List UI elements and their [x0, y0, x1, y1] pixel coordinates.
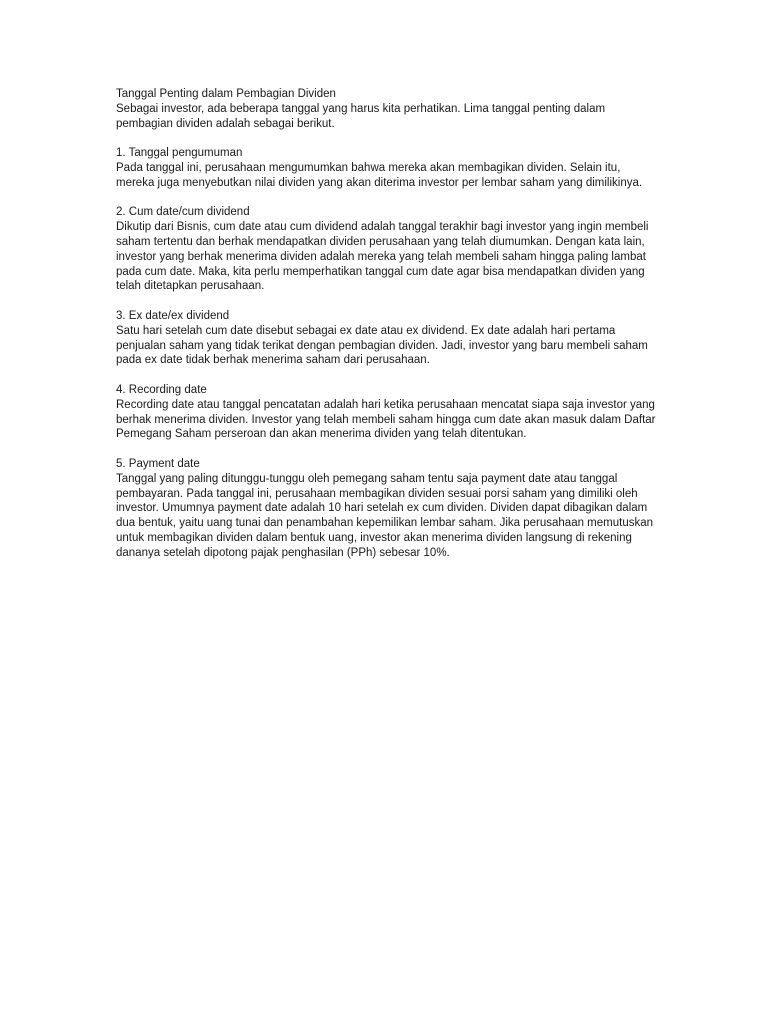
- paragraph-gap: [116, 442, 656, 457]
- paragraph-gap: [116, 131, 656, 146]
- section-body-cum-date: Dikutip dari Bisnis, cum date atau cum dividend adalah tanggal terakhir bagi investor yang ingin membeli saham tertentu dan berhak mendapatkan dividen perusahaan yang telah diumumkan. Dengan kata lain, investor yang berhak menerima dividen adalah mereka yang telah membeli saham hingga paling lambat pada cum date. Maka, kita perlu memperhatikan tanggal cum date agar bisa mendapatkan dividen yang telah ditetapkan perusahaan.: [116, 221, 649, 293]
- section-body-payment-date: Tanggal yang paling ditunggu-tunggu oleh pemegang saham tentu saja payment date atau tanggal pembayaran. Pada tanggal ini, perusahaan membagikan dividen sesuai porsi saham yang dimiliki oleh investor. Umumnya payment date adalah 10 hari setelah ex cum dividen. Dividen dapat dibagikan dalam dua bentuk, yaitu uang tunai dan penambahan kepemilikan lembar saham. Jika perusahaan memutuskan untuk membagikan dividen dalam bentuk uang, investor akan menerima dividen langsung di rekening dananya setelah dipotong pajak penghasilan (PPh) sebesar 10%.: [116, 472, 654, 559]
- document-title: Tanggal Penting dalam Pembagian Dividen: [116, 88, 336, 100]
- paragraph-gap: [116, 368, 656, 383]
- section-heading-cum-date: 2. Cum date/cum dividend: [116, 206, 250, 219]
- section-heading-ex-date: 3. Ex date/ex dividend: [116, 309, 230, 322]
- paragraph-gap: [116, 294, 656, 309]
- section-heading-recording-date: 4. Recording date: [116, 383, 207, 396]
- section-body-pengumuman: Pada tanggal ini, perusahaan mengumumkan bahwa mereka akan membagikan dividen. Selain itu, mereka juga menyebutkan nilai dividen yang akan diterima investor per lembar saham yang dimilikinya.: [116, 161, 643, 189]
- paragraph-gap: [116, 191, 656, 206]
- section-heading-pengumuman: 1. Tanggal pengumuman: [116, 147, 243, 160]
- section-heading-payment-date: 5. Payment date: [116, 457, 200, 470]
- document-page: [116, 87, 656, 561]
- section-body-recording-date: Recording date atau tanggal pencatatan adalah hari ketika perusahaan mencatat siapa saja investor yang berhak menerima dividen. Investor yang telah membeli saham hingga cum date akan masuk dalam Daftar Pemegang Saham perseroan dan akan menerima dividen yang telah ditentukan.: [116, 398, 656, 441]
- section-body-ex-date: Satu hari setelah cum date disebut sebagai ex date atau ex dividend. Ex date adalah hari pertama penjualan saham yang tidak terikat dengan pembagian dividen. Jadi, investor yang baru membeli saham pada ex date tidak berhak menerima saham dari perusahaan.: [116, 324, 648, 367]
- document-intro: Sebagai investor, ada beberapa tanggal yang harus kita perhatikan. Lima tanggal penting dalam pembagian dividen adalah sebagai berikut.: [116, 102, 606, 130]
